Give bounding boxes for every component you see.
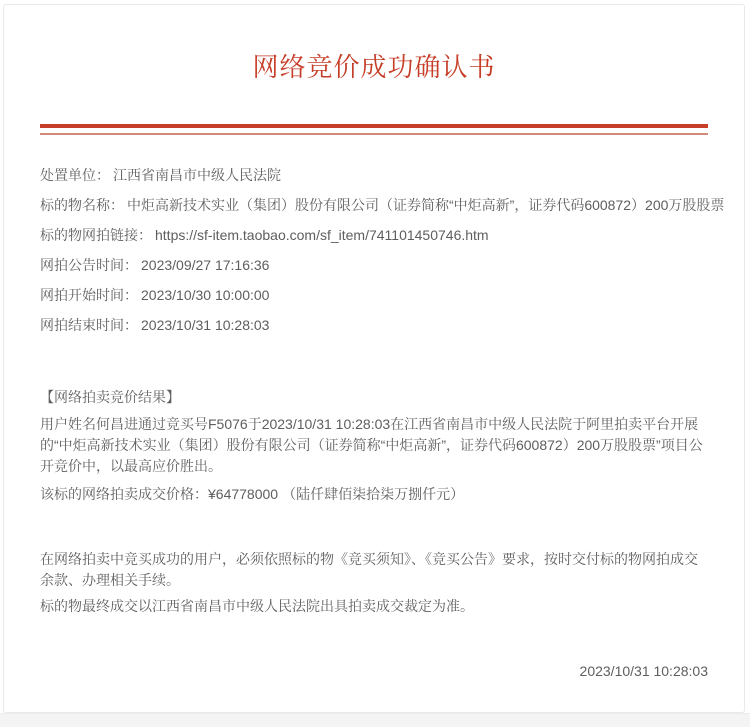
info-label: 处置单位： <box>40 167 110 183</box>
result-section-heading: 【网络拍卖竞价结果】 <box>40 389 180 405</box>
info-row-start-time <box>40 285 708 305</box>
auction-info-section <box>40 165 725 335</box>
info-label: 标的物名称： <box>40 197 124 213</box>
info-row-announce-time <box>40 255 708 275</box>
deal-price-in-words: （陆仟肆佰柒拾柒万捌仟元） <box>282 486 465 502</box>
info-value: 2023/09/27 17:16:36 <box>141 257 270 273</box>
auction-item-link[interactable]: https://sf-item.taobao.com/sf_item/741101450746.htm <box>155 227 489 243</box>
deal-price-value: ¥64778000 <box>208 486 279 502</box>
info-label: 网拍开始时间： <box>40 287 138 303</box>
confirmation-document-card <box>3 4 745 713</box>
page-title: 网络竞价成功确认书 <box>252 52 496 82</box>
issued-timestamp: 2023/10/31 10:28:03 <box>579 663 708 679</box>
info-row-end-time <box>40 315 708 335</box>
info-row-auction-link <box>40 225 708 245</box>
title-divider-thin <box>40 133 708 135</box>
deal-price-label: 该标的网络拍卖成交价格： <box>40 486 208 502</box>
info-row-subject-name <box>40 195 725 215</box>
payment-obligation-note: 在网络拍卖中竞买成功的用户，必须依照标的物《竞买须知》、《竞买公告》要求，按时交付标的物网拍成交余款、办理相关手续。 <box>40 551 698 588</box>
title-divider-thick <box>40 124 708 128</box>
info-value: 2023/10/30 10:00:00 <box>141 287 270 303</box>
info-label: 网拍结束时间： <box>40 317 138 333</box>
deal-price-line <box>40 484 708 505</box>
final-ruling-note: 标的物最终成交以江西省南昌市中级人民法院出具拍卖成交裁定为准。 <box>40 598 474 614</box>
info-label: 网拍公告时间： <box>40 257 138 273</box>
info-label: 标的物网拍链接： <box>40 227 152 243</box>
info-value: 江西省南昌市中级人民法院 <box>113 167 281 183</box>
info-value: 中炬高新技术实业（集团）股份有限公司（证券简称“中炬高新”，证券代码600872）200万股股票 <box>127 197 725 213</box>
info-value: 2023/10/31 10:28:03 <box>141 317 270 333</box>
result-body-paragraph: 用户姓名何昌进通过竞买号F5076于2023/10/31 10:28:03在江西省南昌市中级人民法院于阿里拍卖平台开展的“中炬高新技术实业（集团）股份有限公司（证券简称“中炬高新”，证券代码600872）200万股股票”项目公开竞价中，以最高应价胜出。 <box>40 416 703 474</box>
info-row-disposal-unit <box>40 165 708 185</box>
page-bottom-strip <box>0 713 750 727</box>
